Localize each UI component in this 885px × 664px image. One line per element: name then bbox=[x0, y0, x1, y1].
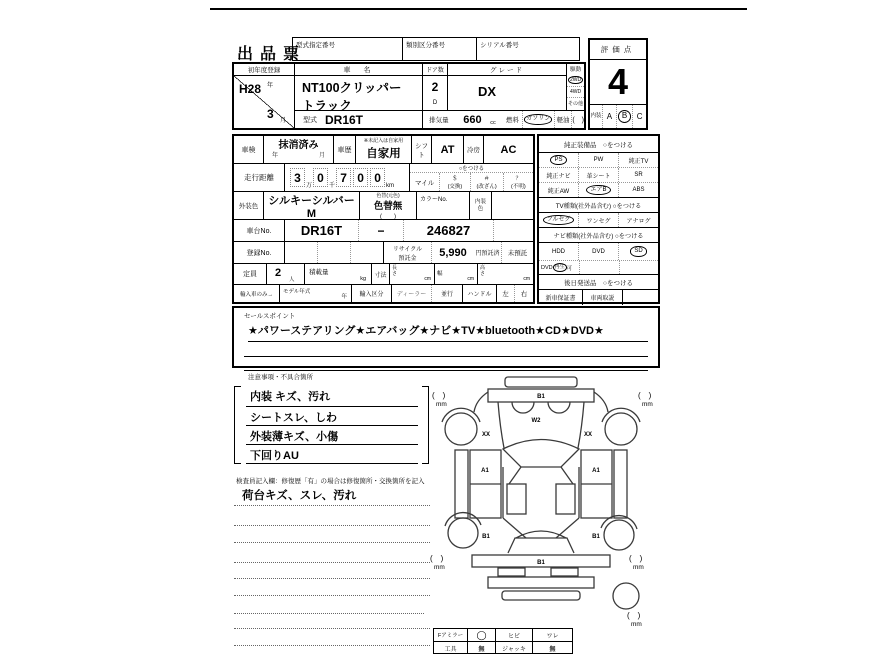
chassis-v2: 246827 bbox=[404, 220, 494, 241]
rear-panel bbox=[508, 538, 574, 553]
score-label: 評価点 bbox=[590, 40, 646, 60]
note-item-4: 下回りAU bbox=[246, 445, 418, 464]
reg-blank3 bbox=[351, 242, 384, 263]
tread-paren-tr: ( ) bbox=[638, 391, 652, 400]
height-cell bbox=[478, 264, 533, 284]
unknown-symbol: ？ bbox=[515, 176, 522, 182]
sill-right bbox=[614, 450, 627, 518]
tread-paren-bl: ( ) bbox=[430, 554, 444, 563]
check-row-1 bbox=[434, 629, 572, 642]
mileage-d3: 0 bbox=[370, 168, 385, 187]
shift-value: AT bbox=[432, 136, 464, 163]
ruled-line bbox=[234, 613, 424, 614]
mileage-unit: km bbox=[386, 183, 395, 189]
shaken-ym bbox=[264, 150, 333, 159]
dvd-play-blank1 bbox=[580, 261, 619, 274]
ac-value: AC bbox=[500, 143, 517, 156]
mark-b1-tailgate: B1 bbox=[537, 560, 545, 566]
cab-roof bbox=[503, 440, 579, 468]
chassis-row bbox=[234, 220, 533, 242]
equip-navi: 純正ナビ bbox=[539, 168, 579, 182]
first-reg-diagonal bbox=[234, 76, 294, 128]
mileage-marks bbox=[410, 164, 533, 191]
interior-grade-row bbox=[590, 104, 646, 128]
rear-bumper bbox=[488, 577, 594, 588]
drive-4wd: 4WD bbox=[567, 87, 584, 98]
rear-step-right bbox=[551, 568, 578, 576]
mileage-u-sen: 千 bbox=[329, 183, 336, 189]
tampered-label: (改ざん) bbox=[476, 184, 497, 190]
fender-line-right bbox=[594, 392, 608, 412]
tv-fullseg-selected bbox=[539, 213, 579, 227]
import-label: 輸入車のみ→ bbox=[234, 285, 280, 302]
mark-b1-right-bed: B1 bbox=[592, 534, 600, 540]
length-unit: cm bbox=[424, 276, 431, 282]
drive-other: その他 bbox=[567, 101, 583, 107]
ac-label: 冷房 bbox=[464, 136, 484, 163]
car-name-label: 車 名 bbox=[295, 64, 422, 76]
displacement-label: 排気量 bbox=[429, 117, 449, 124]
tread-paren-spare: ( ) bbox=[627, 611, 641, 620]
mileage-digits bbox=[285, 164, 410, 191]
equip-leather-seat: 革シート bbox=[579, 168, 619, 182]
equip-ps-selected bbox=[539, 153, 579, 167]
sales-line2 bbox=[244, 342, 648, 357]
mileage-exchange bbox=[440, 173, 470, 191]
equip-abs: ABS bbox=[632, 187, 645, 193]
history-cell bbox=[356, 136, 412, 163]
mileage-tampered bbox=[471, 173, 504, 191]
tread-mm-br: mm bbox=[633, 564, 644, 571]
shaken-row bbox=[234, 136, 533, 164]
dvd-play-p3: 可 bbox=[566, 265, 573, 272]
ruled-line bbox=[234, 562, 430, 563]
grade-cell bbox=[448, 64, 567, 110]
check-row-2 bbox=[434, 642, 572, 654]
fender-line-left bbox=[474, 392, 488, 412]
notes-header: 注意事項・不具合箇所 bbox=[248, 374, 313, 381]
interior-color-value bbox=[492, 192, 533, 219]
check-crack-label: ヒビ bbox=[496, 629, 533, 641]
ruled-line bbox=[234, 645, 430, 646]
note-item-1: 内装 キズ、汚れ bbox=[246, 388, 418, 407]
grade-c: C bbox=[636, 112, 643, 121]
sales-box bbox=[232, 306, 660, 368]
notes-list bbox=[246, 388, 418, 464]
sheet-title: 出品票 bbox=[237, 46, 307, 63]
payload-cell bbox=[305, 264, 372, 284]
check-jack-label: ジャッキ bbox=[496, 642, 533, 654]
check-tools-value: 無 bbox=[468, 642, 496, 654]
detail-box bbox=[232, 134, 535, 304]
shipping-warranty: 新車保証書 bbox=[539, 290, 583, 305]
chassis-v1: DR16T bbox=[285, 220, 359, 241]
fuel-gasoline: ガソリン bbox=[524, 114, 552, 124]
tread-mm-tl: mm bbox=[436, 401, 447, 408]
recycle-amount: 5,990 bbox=[439, 246, 467, 259]
mark-xx-right-fender: XX bbox=[583, 432, 593, 438]
dim-label: 寸法 bbox=[372, 264, 390, 284]
shipping-header: 後日発送品 ○をつける bbox=[539, 275, 658, 290]
chassis-dash: − bbox=[359, 220, 404, 241]
car-name-line1: NT100クリッパー bbox=[302, 81, 402, 95]
equip-aw: 純正AW bbox=[539, 183, 579, 197]
ruled-line bbox=[234, 595, 430, 596]
tv-type-header: TV種類(社外品含む) ○をつける bbox=[539, 198, 658, 213]
equip-airbag: エアB bbox=[586, 185, 610, 195]
spare-tire bbox=[613, 583, 639, 609]
genuine-row2 bbox=[539, 168, 658, 183]
tread-mm-spare: mm bbox=[631, 621, 642, 628]
tread-mm-bl: mm bbox=[434, 564, 445, 571]
first-reg-month-unit: 月 bbox=[280, 118, 287, 124]
dvd-play-blank2 bbox=[620, 261, 658, 274]
fuel-diesel: 軽油 bbox=[555, 111, 573, 128]
tv-type-row bbox=[539, 213, 658, 228]
equip-pw: PW bbox=[579, 153, 619, 167]
handle-right: 右 bbox=[520, 291, 528, 298]
import-parallel: 並行 bbox=[432, 285, 463, 302]
navi-sd-selected bbox=[619, 243, 658, 260]
width-cell bbox=[435, 264, 478, 284]
capacity-value: 2 bbox=[275, 267, 282, 279]
header-fields bbox=[292, 37, 580, 61]
inspector-note: 検査員記入欄：修復歴「有」の場合は修復箇所・交換箇所を記入 bbox=[236, 478, 425, 485]
check-table bbox=[433, 628, 573, 654]
sales-label: セールスポイント bbox=[244, 313, 296, 320]
check-tools-label: 工具 bbox=[434, 642, 468, 654]
genuine-header: 純正装備品 ○をつける bbox=[539, 136, 658, 153]
tv-oneseg: ワンセグ bbox=[579, 213, 619, 227]
mark-a1-right-door: A1 bbox=[592, 468, 600, 474]
doors-value: 2 bbox=[431, 80, 439, 94]
mileage-d2: 0 bbox=[353, 168, 368, 187]
shaken-label: 車検 bbox=[234, 136, 264, 163]
damage-diagram bbox=[430, 372, 666, 662]
history-label: 車歴 bbox=[334, 136, 356, 163]
reg-blank1 bbox=[285, 242, 318, 263]
handle-left: 左 bbox=[497, 285, 515, 302]
rear-step-left bbox=[498, 568, 525, 576]
fuel-label: 燃料 bbox=[503, 111, 523, 128]
drive-2wd: 2WD bbox=[569, 76, 582, 83]
equip-sr: SR bbox=[634, 172, 643, 178]
equip-airbag-selected bbox=[579, 183, 619, 197]
sales-line3 bbox=[244, 357, 648, 371]
front-wheel-left bbox=[445, 413, 477, 445]
grade-a: A bbox=[603, 105, 617, 128]
a-pillar-right bbox=[578, 402, 584, 448]
chassis-blank bbox=[494, 220, 533, 241]
equipment-box bbox=[537, 134, 660, 304]
mileage-unknown bbox=[504, 173, 533, 191]
note-item-2: シートスレ、しわ bbox=[246, 407, 418, 426]
mileage-u-man: 万 bbox=[306, 183, 313, 189]
capacity-unit: 人 bbox=[289, 277, 295, 283]
shaken-cell bbox=[264, 136, 334, 163]
cab-brace-right bbox=[561, 467, 573, 484]
doors-unit: D bbox=[432, 100, 438, 106]
import-row bbox=[234, 285, 533, 302]
cab-window-right bbox=[556, 484, 575, 514]
mileage-row bbox=[234, 164, 533, 192]
reg-no-label: 登録No. bbox=[234, 242, 285, 263]
equip-ps: PS bbox=[550, 155, 566, 165]
check-fmirror-mark: ◯ bbox=[468, 629, 496, 641]
car-name-line2: トラック bbox=[302, 99, 352, 113]
ext-color-label: 外装色 bbox=[234, 192, 264, 219]
tread-paren-br: ( ) bbox=[629, 554, 643, 563]
interior-label: 内装 bbox=[590, 105, 603, 128]
color-row bbox=[234, 192, 533, 220]
history-note: ※未記入は自家用 bbox=[363, 137, 404, 144]
genuine-row3 bbox=[539, 183, 658, 198]
genuine-row1 bbox=[539, 153, 658, 168]
drive-2wd-selected bbox=[567, 74, 584, 87]
tv-fullseg: フルセグ bbox=[543, 215, 575, 225]
sill-left bbox=[455, 450, 468, 518]
mileage-d-sen: 0 bbox=[313, 168, 328, 187]
sales-text: ★パワーステアリング★エアバッグ★ナビ★TV★bluetooth★CD★DVD★ bbox=[248, 322, 648, 342]
mark-a1-left-door: A1 bbox=[481, 468, 489, 474]
drive-cell bbox=[567, 64, 584, 110]
seat-left-arc bbox=[512, 402, 534, 413]
first-reg-year-unit: 年 bbox=[267, 83, 274, 89]
displacement-value: 660 bbox=[463, 113, 482, 126]
chassis-label: 車台No. bbox=[234, 220, 285, 241]
ruled-line bbox=[234, 628, 430, 629]
front-bumper bbox=[505, 377, 577, 387]
tread-paren-tl: ( ) bbox=[432, 391, 446, 400]
a-pillar-left bbox=[498, 402, 504, 448]
rear-wheel-right bbox=[604, 520, 634, 550]
recycle-deposited: 円預託済 bbox=[474, 242, 502, 263]
size-row bbox=[234, 264, 533, 285]
rear-lower-bar bbox=[502, 591, 580, 600]
rear-wheel-left bbox=[448, 518, 478, 548]
exchange-symbol: ＄ bbox=[452, 176, 458, 182]
fuel-gasoline-selected bbox=[523, 111, 555, 128]
dvd-play-row bbox=[539, 261, 658, 275]
grade-b-circle: B bbox=[618, 110, 631, 123]
grade-label: グレード bbox=[448, 64, 566, 76]
payload-unit: kg bbox=[360, 276, 366, 282]
import-dealer: ディーラー bbox=[392, 285, 432, 302]
first-reg-era: H28 bbox=[239, 82, 262, 96]
registration-row bbox=[234, 242, 533, 264]
vehicle-box bbox=[232, 62, 586, 130]
ext-color-value: シルキーシルバーM bbox=[264, 192, 360, 219]
model-code-label: 型式 bbox=[303, 116, 317, 124]
shipping-manual: 車両取説 bbox=[583, 290, 623, 305]
shaken-year-unit: 年 bbox=[272, 153, 279, 159]
tread-mm-tr: mm bbox=[642, 401, 653, 408]
ruled-line bbox=[234, 542, 430, 543]
inspector-entry: 荷台キズ、スレ、汚れ bbox=[242, 490, 357, 502]
interior-color-label: 内装色 bbox=[470, 192, 492, 219]
navi-dvd: DVD bbox=[579, 243, 619, 260]
navi-hdd: HDD bbox=[539, 243, 579, 260]
model-code-value: DR16T bbox=[325, 113, 364, 127]
model-year-cell bbox=[280, 285, 352, 302]
score-value: 4 bbox=[607, 61, 629, 102]
first-reg-cell bbox=[234, 64, 295, 128]
history-value: 自家用 bbox=[366, 148, 401, 160]
first-reg-month: 3 bbox=[267, 107, 274, 121]
repaint-value: 色替無 bbox=[373, 201, 403, 212]
displacement-unit: cc bbox=[490, 120, 496, 126]
recycle-label-1: リサイクル bbox=[392, 246, 423, 253]
height-unit: cm bbox=[523, 276, 530, 282]
mileage-mark-header: ○をつける bbox=[410, 164, 533, 173]
color-no-label: カラーNo. bbox=[417, 192, 470, 219]
width-unit: cm bbox=[467, 276, 474, 282]
shipping-blank bbox=[623, 290, 658, 305]
ruled-line bbox=[234, 525, 430, 526]
handle-label: ハンドル bbox=[463, 285, 497, 302]
repaint-cell bbox=[360, 192, 417, 219]
disp-fuel-row bbox=[423, 110, 584, 128]
note-item-3: 外装薄キズ、小傷 bbox=[246, 426, 418, 445]
shipping-row bbox=[539, 290, 658, 305]
width-label: 幅 bbox=[437, 271, 443, 277]
repaint-label: 色替(元色) bbox=[376, 193, 400, 199]
notes-bracket-left bbox=[234, 386, 241, 464]
mark-w2-windshield: W2 bbox=[531, 418, 541, 424]
notes-bracket-right bbox=[422, 386, 429, 464]
payload-label: 積載量 bbox=[309, 269, 329, 276]
navi-sd: SD bbox=[630, 246, 646, 256]
drive-label: 駆動 bbox=[569, 67, 581, 73]
shift-label: シフト bbox=[412, 136, 432, 163]
reg-blank2 bbox=[318, 242, 351, 263]
import-class-label: 輸入区分 bbox=[352, 285, 392, 302]
seat-right-arc bbox=[548, 402, 570, 413]
model-year-unit: 年 bbox=[341, 294, 347, 300]
ruled-line bbox=[234, 505, 430, 506]
capacity-cell bbox=[267, 264, 305, 284]
mileage-d-man: 3 bbox=[290, 168, 305, 187]
mark-b1-front: B1 bbox=[537, 394, 545, 400]
fuel-paren: ( ) bbox=[572, 116, 585, 124]
ruled-line bbox=[234, 578, 430, 579]
grade-b-selected bbox=[617, 105, 633, 128]
scan-top-edge bbox=[210, 8, 747, 10]
dvd-play-cell bbox=[539, 261, 580, 274]
capacity-label: 定員 bbox=[234, 264, 267, 284]
tv-analog: アナログ bbox=[626, 218, 651, 225]
mileage-label: 走行距離 bbox=[234, 164, 285, 191]
dvd-play-p2: 再生 bbox=[554, 264, 565, 271]
mileage-mile: マイル bbox=[410, 173, 440, 191]
recycle-label-2: 預託金 bbox=[398, 255, 417, 262]
front-wheel-right bbox=[605, 413, 637, 445]
mileage-d1: 7 bbox=[336, 168, 351, 187]
field-model-designation: 型式指定番号 bbox=[293, 38, 403, 60]
check-fmirror-label: Fアミラー bbox=[434, 629, 468, 641]
mark-xx-left-fender: XX bbox=[481, 432, 491, 438]
height-label: 高さ bbox=[480, 265, 486, 277]
navi-type-row bbox=[539, 243, 658, 261]
shaken-value: 抹消済み bbox=[278, 139, 319, 151]
navi-type-header: ナビ種類(社外品含む) ○をつける bbox=[539, 228, 658, 243]
dvd-play-p1: DVD bbox=[541, 264, 553, 271]
doors-cell bbox=[423, 64, 448, 110]
score-box bbox=[588, 38, 648, 130]
truck-outline bbox=[430, 372, 666, 618]
car-name-cell bbox=[295, 64, 423, 128]
unknown-label: (不明) bbox=[511, 184, 526, 190]
notes-section bbox=[232, 372, 432, 662]
check-break-label: ワレ bbox=[546, 633, 559, 640]
field-serial-number: シリアル番号 bbox=[480, 42, 519, 49]
cab-brace-left bbox=[509, 467, 521, 484]
length-label: 長さ bbox=[392, 265, 398, 277]
tampered-symbol: ＃ bbox=[483, 176, 490, 182]
field-class-number: 類別区分番号 bbox=[403, 38, 477, 60]
first-reg-label: 初年度登録 bbox=[234, 64, 294, 76]
rear-window-arc bbox=[516, 531, 566, 538]
length-cell bbox=[390, 264, 435, 284]
recycle-label bbox=[384, 242, 432, 263]
exchange-label: (交換) bbox=[447, 184, 463, 190]
model-year-label: モデル年式 bbox=[283, 289, 311, 295]
cab-window-left bbox=[507, 484, 526, 514]
mark-b1-left-bed: B1 bbox=[482, 534, 490, 540]
doors-label: ドア数 bbox=[423, 64, 447, 76]
grade-value: DX bbox=[478, 84, 497, 99]
check-jack-value: 無 bbox=[549, 646, 556, 653]
shaken-month-unit: 月 bbox=[318, 153, 325, 159]
equip-tv: 純正TV bbox=[628, 158, 649, 165]
recycle-undeposited: 未預託 bbox=[507, 250, 528, 257]
model-code-row bbox=[295, 110, 422, 128]
car-name-value bbox=[295, 76, 422, 113]
mileage-mark-options bbox=[410, 173, 533, 191]
repaint-paren: ( ) bbox=[380, 213, 396, 220]
